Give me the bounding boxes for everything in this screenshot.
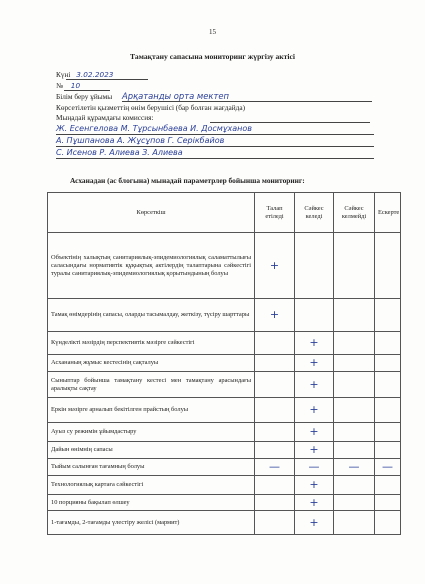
noncompliant-cell <box>334 332 375 355</box>
number-value: 10 <box>70 81 81 90</box>
table-row <box>48 442 401 459</box>
compliant-cell: + <box>295 511 334 535</box>
indicator-cell: Сыныптар бойынша тамақтану кестесі мен тамақтану арасындағы аралықты сақтау <box>48 372 255 398</box>
provider-label: Көрсетілетін қызметтің өнім берушісі (бар болған жағдайда) <box>56 103 246 112</box>
noncompliant-cell <box>334 398 375 423</box>
commission-underline <box>210 122 370 123</box>
indicator-cell: Технологиялық картаға сәйкестігі <box>48 476 255 495</box>
compliant-cell: — <box>295 459 334 476</box>
indicator-cell: Тыйым салынған тағамның болуы <box>48 459 255 476</box>
required-cell <box>255 495 295 511</box>
table-row <box>48 355 401 372</box>
required-cell: — <box>255 459 295 476</box>
compliant-cell <box>295 233 334 299</box>
note-cell <box>375 442 401 459</box>
note-cell <box>375 332 401 355</box>
indicator-cell: Тамақ өнімдерінің сапасы, оларды тасымалдау, жеткізу, түсіру шарттары <box>48 299 255 332</box>
indicator-cell: Объектінің халықтың санитариялық-эпидемиологиялық саламаттылығы саласындағы нормативтік құқықтық актілердің талаптарына сәйкестігі туралы санитариялық-эпидемиологиялық қорытындының болуы <box>48 233 255 299</box>
date-field <box>56 70 113 79</box>
note-cell <box>375 511 401 535</box>
indicator-cell: Еркін мәзірге арналып бекітілген прайстың болуы <box>48 398 255 423</box>
commission-line-rule <box>56 146 374 147</box>
table-header-row <box>48 193 401 233</box>
compliant-cell: + <box>295 372 334 398</box>
number-label: № <box>56 81 63 90</box>
noncompliant-cell <box>334 233 375 299</box>
table-row <box>48 299 401 332</box>
document-title: Тамақтану сапасына мониторинг жүргізу актісі <box>130 52 295 61</box>
table-row <box>48 495 401 511</box>
indicator-cell: Күнделікті мәзірдің перспективтік мәзірге сәйкестігі <box>48 332 255 355</box>
required-cell <box>255 398 295 423</box>
compliant-cell <box>295 299 334 332</box>
noncompliant-cell <box>334 495 375 511</box>
note-cell <box>375 355 401 372</box>
compliant-cell: + <box>295 355 334 372</box>
noncompliant-cell <box>334 476 375 495</box>
note-cell: — <box>375 459 401 476</box>
table-row <box>48 332 401 355</box>
commission-line-rule <box>56 158 374 159</box>
table-row <box>48 459 401 476</box>
required-cell <box>255 442 295 459</box>
school-field <box>56 91 229 101</box>
note-cell <box>375 495 401 511</box>
noncompliant-cell: — <box>334 459 375 476</box>
noncompliant-cell <box>334 299 375 332</box>
table-row <box>48 398 401 423</box>
required-cell <box>255 423 295 442</box>
date-label: Күні <box>56 70 71 79</box>
commission-members-line: А. Пұшпанова А. Жұсұпов Г. Серікбайов <box>56 136 225 145</box>
required-cell <box>255 476 295 495</box>
school-value: Арқатанды орта мектеп <box>122 91 229 101</box>
compliant-cell: + <box>295 332 334 355</box>
header-required: Талап етіледі <box>255 193 295 233</box>
required-cell <box>255 332 295 355</box>
table-row <box>48 233 401 299</box>
noncompliant-cell <box>334 442 375 459</box>
noncompliant-cell <box>334 372 375 398</box>
page-number: 15 <box>209 28 216 36</box>
noncompliant-cell <box>334 511 375 535</box>
table-row <box>48 423 401 442</box>
indicator-cell: Асхананың жұмыс кестесінің сақталуы <box>48 355 255 372</box>
note-cell <box>375 233 401 299</box>
monitoring-table <box>47 192 401 535</box>
note-cell <box>375 299 401 332</box>
required-cell <box>255 355 295 372</box>
table-body <box>48 233 401 535</box>
table-row <box>48 372 401 398</box>
noncompliant-cell <box>334 355 375 372</box>
commission-members-line: Ж. Есенгелова М. Тұрсынбаева И. Досмұханов <box>56 124 253 133</box>
required-cell: + <box>255 233 295 299</box>
indicator-cell: 10 порцияны бақылап өлшеу <box>48 495 255 511</box>
header-indicator: Көрсеткіш <box>48 193 255 233</box>
table-row <box>48 476 401 495</box>
compliant-cell: + <box>295 476 334 495</box>
note-cell <box>375 398 401 423</box>
indicator-cell: Ауыз су режимін ұйымдастыру <box>48 423 255 442</box>
date-value: 3.02.2023 <box>76 70 114 79</box>
commission-members-line: С. Исенов Р. Алиева З. Алиева <box>56 148 183 157</box>
compliant-cell: + <box>295 423 334 442</box>
note-cell <box>375 423 401 442</box>
section-subtitle: Асханадан (ас блогына) мынадай параметрлер бойынша мониторинг: <box>70 176 305 185</box>
school-underline <box>122 101 372 102</box>
date-underline <box>66 79 148 80</box>
compliant-cell: + <box>295 398 334 423</box>
note-cell <box>375 372 401 398</box>
header-note: Ескерте <box>375 193 401 233</box>
school-label: Білім беру ұйымы <box>56 92 113 101</box>
noncompliant-cell <box>334 423 375 442</box>
note-cell <box>375 476 401 495</box>
commission-line-rule <box>56 134 374 135</box>
number-field <box>56 81 80 90</box>
header-noncompliant: Сәйкес келмейді <box>334 193 375 233</box>
header-compliant: Сәйкес келеді <box>295 193 334 233</box>
table-row <box>48 511 401 535</box>
compliant-cell: + <box>295 495 334 511</box>
required-cell <box>255 511 295 535</box>
required-cell: + <box>255 299 295 332</box>
commission-label: Мыңадай құрамдағы комиссия: <box>56 113 154 122</box>
indicator-cell: Дайын өнімнің сапасы <box>48 442 255 459</box>
required-cell <box>255 372 295 398</box>
compliant-cell: + <box>295 442 334 459</box>
indicator-cell: 1-тағамды, 2-тағамды үлестіру желісі (мармит) <box>48 511 255 535</box>
